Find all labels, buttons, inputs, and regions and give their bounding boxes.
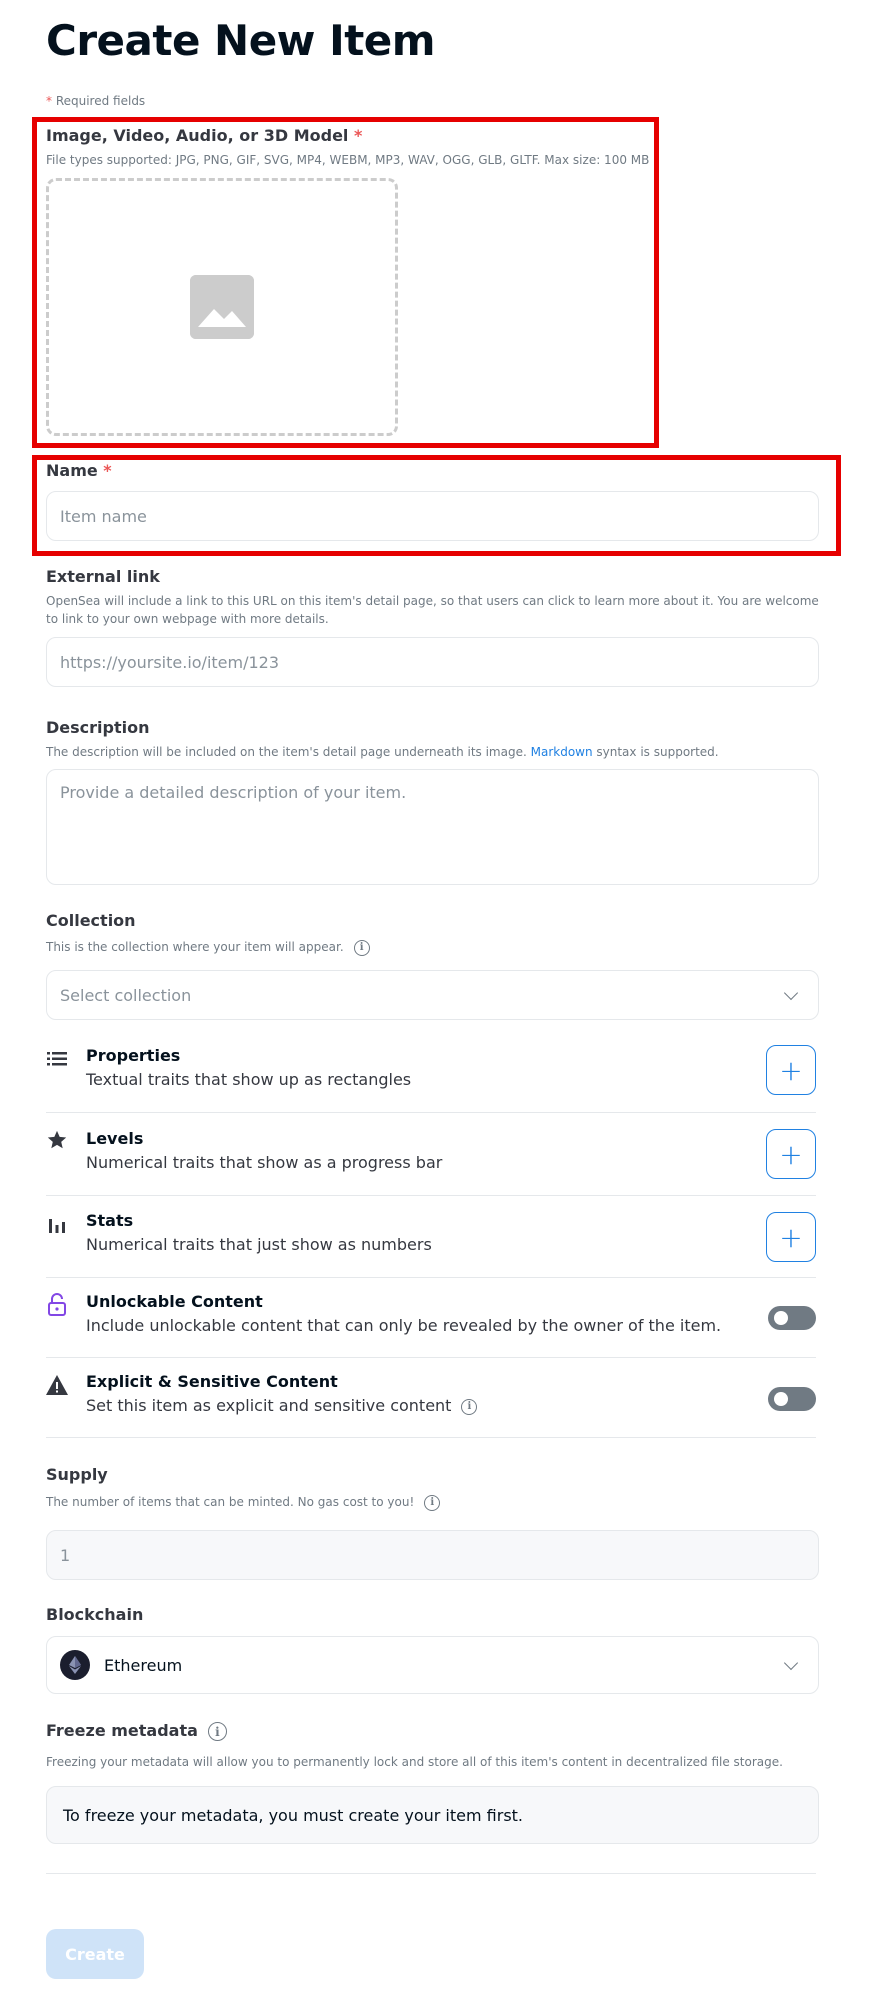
name-label xyxy=(46,461,112,480)
stats-title: Stats xyxy=(86,1211,134,1230)
add-properties-button[interactable]: + xyxy=(766,1045,816,1095)
add-levels-button[interactable]: + xyxy=(766,1129,816,1179)
collection-select[interactable] xyxy=(46,970,819,1020)
ethereum-icon xyxy=(60,1650,90,1680)
toggle-knob xyxy=(774,1311,788,1325)
create-button[interactable]: Create xyxy=(46,1929,144,1979)
media-dropzone[interactable] xyxy=(46,178,398,436)
description-help xyxy=(46,743,719,761)
markdown-link[interactable]: Markdown xyxy=(530,745,593,759)
info-icon[interactable]: i xyxy=(354,940,370,956)
freeze-help: Freezing your metadata will allow you to permanently lock and store all of this item's content in decentralized file storage. xyxy=(46,1755,783,1769)
add-stats-button[interactable]: + xyxy=(766,1212,816,1262)
supply-input[interactable]: 1 xyxy=(46,1530,819,1580)
external-link-help: OpenSea will include a link to this URL on this item's detail page, so that users can click to learn more about it. You are welcome to link to your own webpage with more details. xyxy=(46,594,819,626)
required-star: * xyxy=(46,94,52,108)
external-link-input[interactable]: https://yoursite.io/item/123 xyxy=(46,637,819,687)
freeze-message: To freeze your metadata, you must create your item first. xyxy=(63,1805,524,1825)
required-star: * xyxy=(103,461,112,480)
description-help-text-end: syntax is supported. xyxy=(592,745,719,759)
description-textarea[interactable]: Provide a detailed description of your item. xyxy=(46,769,819,885)
blockchain-label: Blockchain xyxy=(46,1605,144,1624)
properties-subtitle: Textual traits that show up as rectangles xyxy=(86,1070,412,1089)
explicit-row xyxy=(46,1358,816,1438)
unlockable-row xyxy=(46,1278,816,1358)
media-label-text: Image, Video, Audio, or 3D Model xyxy=(46,126,349,145)
collection-help xyxy=(46,938,370,956)
collection-label: Collection xyxy=(46,911,136,930)
levels-title: Levels xyxy=(86,1129,144,1148)
description-help-text: The description will be included on the item's detail page underneath its image. xyxy=(46,745,531,759)
page-title: Create New Item xyxy=(46,16,436,65)
levels-row xyxy=(46,1113,816,1196)
supply-help xyxy=(46,1493,440,1511)
unlockable-subtitle: Include unlockable content that can only be revealed by the owner of the item. xyxy=(86,1316,722,1335)
blockchain-select[interactable] xyxy=(46,1636,819,1694)
collection-help-text: This is the collection where your item will appear. xyxy=(46,940,344,954)
chevron-down-icon xyxy=(784,986,798,1000)
warning-icon xyxy=(46,1374,68,1396)
required-fields-note xyxy=(46,94,145,108)
chevron-down-icon xyxy=(784,1656,798,1670)
unlockable-toggle[interactable] xyxy=(768,1306,816,1330)
info-icon[interactable]: i xyxy=(461,1399,477,1415)
freeze-message-box xyxy=(46,1786,819,1844)
blockchain-selected: Ethereum xyxy=(104,1655,183,1675)
unlockable-title: Unlockable Content xyxy=(86,1292,263,1311)
stats-subtitle: Numerical traits that just show as numbers xyxy=(86,1235,432,1254)
divider xyxy=(46,1873,816,1874)
list-icon xyxy=(46,1048,68,1070)
explicit-subtitle xyxy=(86,1396,477,1415)
required-fields-text: Required fields xyxy=(52,94,146,108)
properties-row xyxy=(46,1033,816,1113)
name-input[interactable]: Item name xyxy=(46,491,819,541)
stats-row xyxy=(46,1196,816,1278)
supply-help-text: The number of items that can be minted. No gas cost to you! xyxy=(46,1495,415,1509)
properties-title: Properties xyxy=(86,1046,181,1065)
explicit-subtitle-text: Set this item as explicit and sensitive content xyxy=(86,1396,452,1415)
media-help: File types supported: JPG, PNG, GIF, SVG, MP4, WEBM, MP3, WAV, OGG, GLB, GLTF. Max size: 100 MB xyxy=(46,153,650,167)
lock-icon xyxy=(46,1294,68,1316)
info-icon[interactable]: i xyxy=(208,1722,227,1741)
bar-chart-icon xyxy=(46,1214,68,1236)
toggle-knob xyxy=(774,1392,788,1406)
explicit-toggle[interactable] xyxy=(768,1387,816,1411)
name-label-text: Name xyxy=(46,461,98,480)
info-icon[interactable]: i xyxy=(424,1495,440,1511)
media-label xyxy=(46,126,362,145)
freeze-label-text: Freeze metadata xyxy=(46,1721,198,1740)
image-placeholder-icon xyxy=(190,275,254,339)
explicit-title: Explicit & Sensitive Content xyxy=(86,1372,338,1391)
supply-label: Supply xyxy=(46,1465,108,1484)
levels-subtitle: Numerical traits that show as a progress bar xyxy=(86,1153,443,1172)
collection-select-placeholder: Select collection xyxy=(60,985,192,1005)
required-star: * xyxy=(353,126,363,145)
description-label: Description xyxy=(46,718,150,737)
star-icon xyxy=(46,1129,68,1151)
external-link-label: External link xyxy=(46,567,160,586)
freeze-label xyxy=(46,1721,227,1741)
